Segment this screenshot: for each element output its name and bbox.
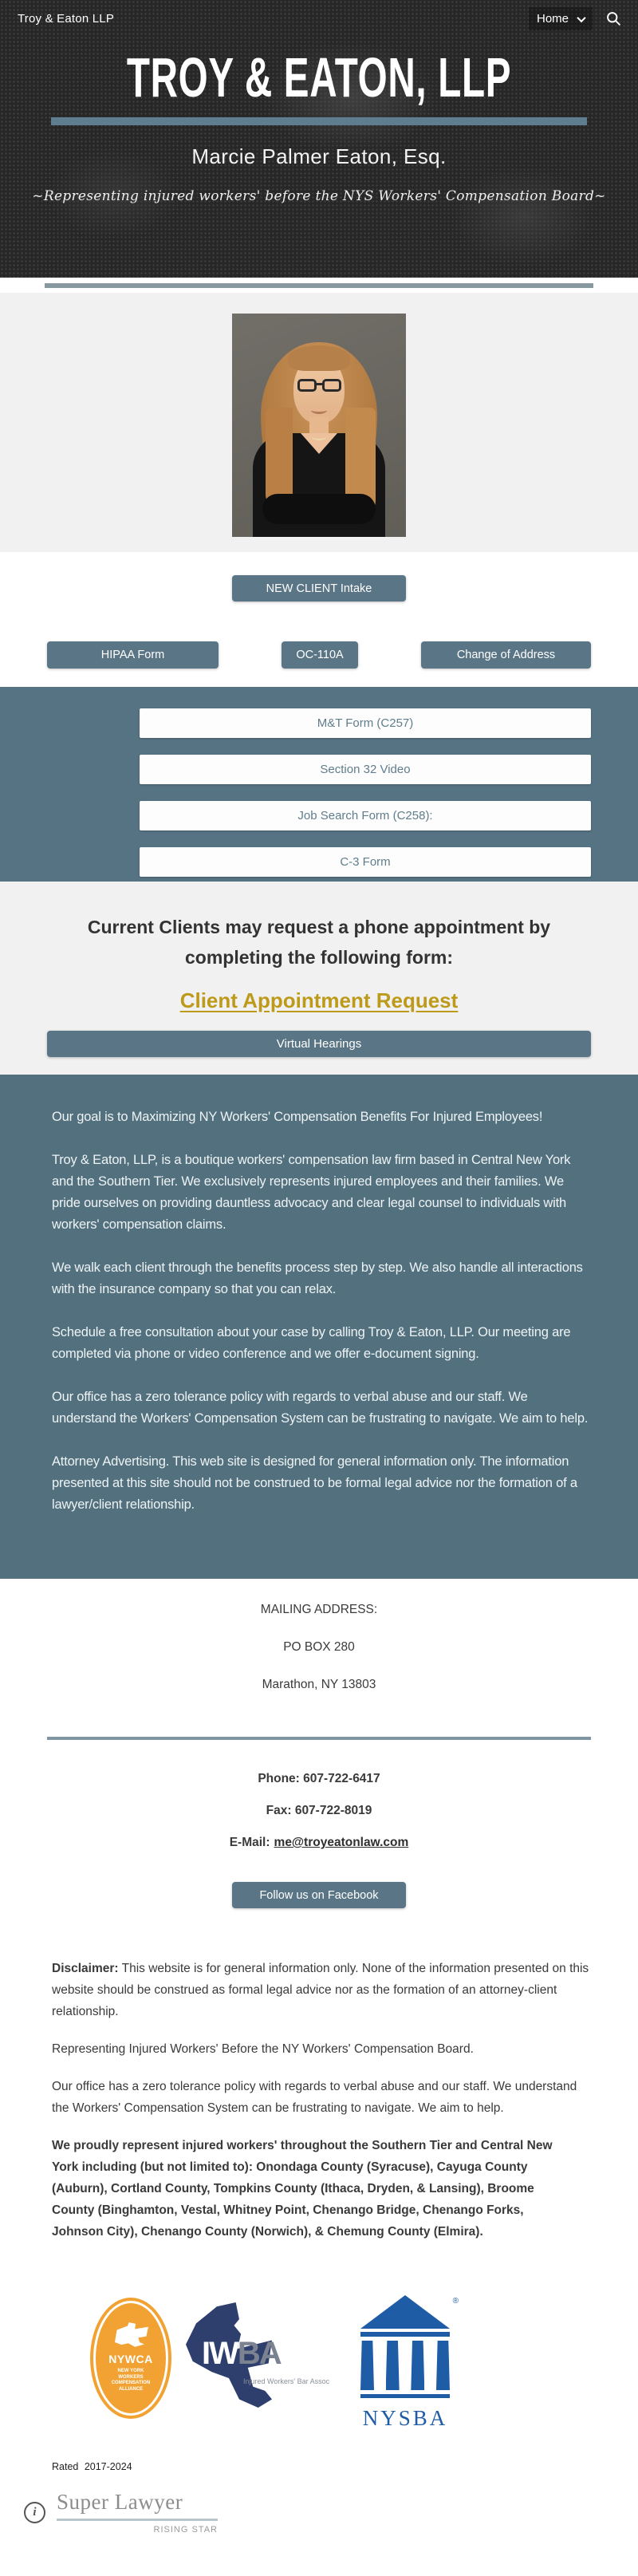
phone-line: Phone: 607-722-6417 — [258, 1772, 380, 1785]
client-appointment-request-link[interactable]: Client Appointment Request — [179, 988, 459, 1012]
title-divider — [51, 117, 587, 125]
hero-tagline: ~Representing injured workers' before the NYS Workers' Compensation Board~ — [32, 187, 606, 204]
about-paragraph: Attorney Advertising. This web site is designed for general information only. The information presented at this site should not be construed to be formal legal advice nor the formation of a lawyer/client relationship. — [52, 1454, 577, 1512]
attorney-name: Marcie Palmer Eaton, Esq. — [191, 144, 447, 168]
nysba-abbr: NYSBA — [362, 2406, 448, 2430]
super-lawyers-badge — [24, 2490, 638, 2535]
appointment-section — [0, 882, 638, 1075]
mailing-address-label: MAILING ADDRESS: — [260, 1603, 378, 1616]
appointment-heading: Current Clients may request a phone appointment by completing the following form: — [87, 917, 551, 968]
hipaa-form-button[interactable]: HIPAA Form — [47, 641, 219, 669]
portrait-smile — [311, 406, 327, 414]
iwba-abbr-ba: BA — [237, 2336, 281, 2371]
super-lawyer-logo[interactable] — [57, 2490, 218, 2535]
about-paragraph: Schedule a free consultation about your case by calling Troy & Eaton, LLP. Our meeting are completed via phone or video conference and we offer e-document signing. — [52, 1325, 571, 1361]
portrait-glasses-bridge — [316, 383, 323, 385]
iwba-caption: Injured Workers' Bar Assoc — [243, 2377, 330, 2385]
courthouse-architrave — [360, 2332, 450, 2337]
super-lawyer-underline — [57, 2519, 218, 2521]
nysba-logo[interactable] — [345, 2284, 465, 2432]
thin-divider — [45, 283, 593, 288]
zero-tolerance-paragraph: Our office has a zero tolerance policy with regards to verbal abuse and our staff. We understand the Workers' Compensation System can be frustrating to navigate. We aim to help. — [52, 2080, 577, 2115]
disclaimer-label: Disclaimer: — [52, 1962, 119, 1975]
site-title: Troy & Eaton LLP — [18, 12, 115, 26]
forms-button-row — [0, 641, 638, 669]
contact-section — [0, 1579, 638, 1908]
nywca-oval — [96, 2303, 166, 2413]
portrait-glasses — [297, 379, 317, 392]
iwba-abbr — [202, 2336, 281, 2372]
hero-header — [0, 0, 638, 278]
email-label: E-Mail: — [229, 1836, 270, 1849]
city-state-zip-line: Marathon, NY 13803 — [262, 1678, 376, 1691]
legal-section — [0, 1908, 638, 2243]
disclaimer-paragraph — [52, 1958, 592, 2022]
disclaimer-text: This website is for general information only. None of the information presented on this website should be construed as formal legal advice nor as the formation of an attorney-client relationship. — [52, 1962, 589, 2018]
registered-mark: ® — [452, 2297, 459, 2306]
portrait-necklace — [312, 433, 326, 440]
hero-bottom-strip — [0, 278, 638, 293]
about-paragraph: Troy & Eaton, LLP, is a boutique workers' compensation law firm based in Central New York and the Southern Tier. We exclusively represents injured employees and their families. We pride ourselves on providing dauntless advocacy and clear legal counsel to individuals with workers' compensation claims. — [52, 1153, 571, 1232]
mt-form-button[interactable]: M&T Form (C257) — [140, 708, 591, 738]
top-nav — [529, 7, 622, 30]
c-3-form-button[interactable]: C-3 Form — [140, 847, 591, 877]
info-icon[interactable] — [24, 2502, 45, 2523]
po-box-line: PO BOX 280 — [283, 1640, 355, 1654]
photo-section — [0, 293, 638, 552]
chevron-down-icon[interactable] — [577, 13, 585, 22]
representing-line: Representing Injured Workers' Before the NY Workers' Compensation Board. — [52, 2042, 474, 2056]
change-of-address-button[interactable]: Change of Address — [421, 641, 591, 669]
portrait-crossed-arms — [262, 494, 376, 524]
nywca-caption: NEW YORK WORKERS COMPENSATION ALLIANCE — [111, 2369, 151, 2392]
intake-section — [0, 552, 638, 687]
counties-paragraph: We proudly represent injured workers' throughout the Southern Tier and Central New York including (but not limited to): Onondaga County (Syracuse), Cayuga County (Auburn), Cortland County, Tompkins County (Ithaca, Dryden, & Lansing), Broome County (Binghamton, Vestal, Whitney Point, Chenango Bridge, Chenango Forks, Johnson City), Chenango County (Norwich), & Chemung County (Elmira). — [52, 2139, 553, 2239]
search-icon[interactable] — [605, 10, 622, 27]
about-paragraph: Our office has a zero tolerance policy with regards to verbal abuse and our staff. We understand the Workers' Compensation System can be frustrating to navigate. We aim to help. — [52, 1390, 589, 1426]
association-logos-row — [0, 2284, 638, 2432]
rated-label: Rated 2017-2024 — [52, 2461, 132, 2472]
nav-home[interactable] — [529, 7, 593, 30]
virtual-hearings-button[interactable]: Virtual Hearings — [47, 1031, 591, 1057]
forms-band — [0, 687, 638, 882]
nywca-logo[interactable] — [90, 2298, 171, 2419]
attorney-portrait — [232, 314, 406, 537]
email-line — [0, 1836, 638, 1850]
portrait-bangs — [288, 345, 350, 371]
courthouse-columns-icon — [360, 2341, 450, 2390]
top-bar — [0, 0, 638, 30]
rising-star-label: RISING STAR — [153, 2525, 218, 2535]
page-title: TROY & EATON, LLP — [126, 46, 512, 108]
section-32-video-button[interactable]: Section 32 Video — [140, 755, 591, 784]
job-search-form-button[interactable]: Job Search Form (C258): — [140, 801, 591, 830]
facebook-button[interactable]: Follow us on Facebook — [232, 1882, 406, 1908]
iwba-logo[interactable] — [186, 2302, 330, 2414]
nywca-abbr: NYWCA — [108, 2353, 153, 2365]
oc-110a-button[interactable]: OC-110A — [282, 641, 358, 669]
super-lawyer-title: Super Lawyer — [57, 2490, 183, 2514]
about-section — [0, 1075, 638, 1579]
about-paragraph: We walk each client through the benefits process step by step. We also handle all interactions with the insurance company so that you can relax. — [52, 1260, 583, 1296]
about-paragraph: Our goal is to Maximizing NY Workers' Compensation Benefits For Injured Employees! — [52, 1110, 543, 1124]
nav-home-label[interactable]: Home — [536, 12, 569, 26]
courthouse-base — [360, 2394, 450, 2398]
fax-line: Fax: 607-722-8019 — [266, 1804, 372, 1817]
iwba-abbr-iw: IW — [202, 2336, 238, 2371]
ny-state-icon — [115, 2322, 148, 2348]
courthouse-pediment-icon — [360, 2295, 450, 2329]
email-link[interactable]: me@troyeatonlaw.com — [274, 1836, 409, 1849]
portrait-glasses — [322, 379, 341, 392]
contact-divider — [47, 1737, 591, 1740]
new-client-intake-button[interactable]: NEW CLIENT Intake — [232, 575, 406, 602]
